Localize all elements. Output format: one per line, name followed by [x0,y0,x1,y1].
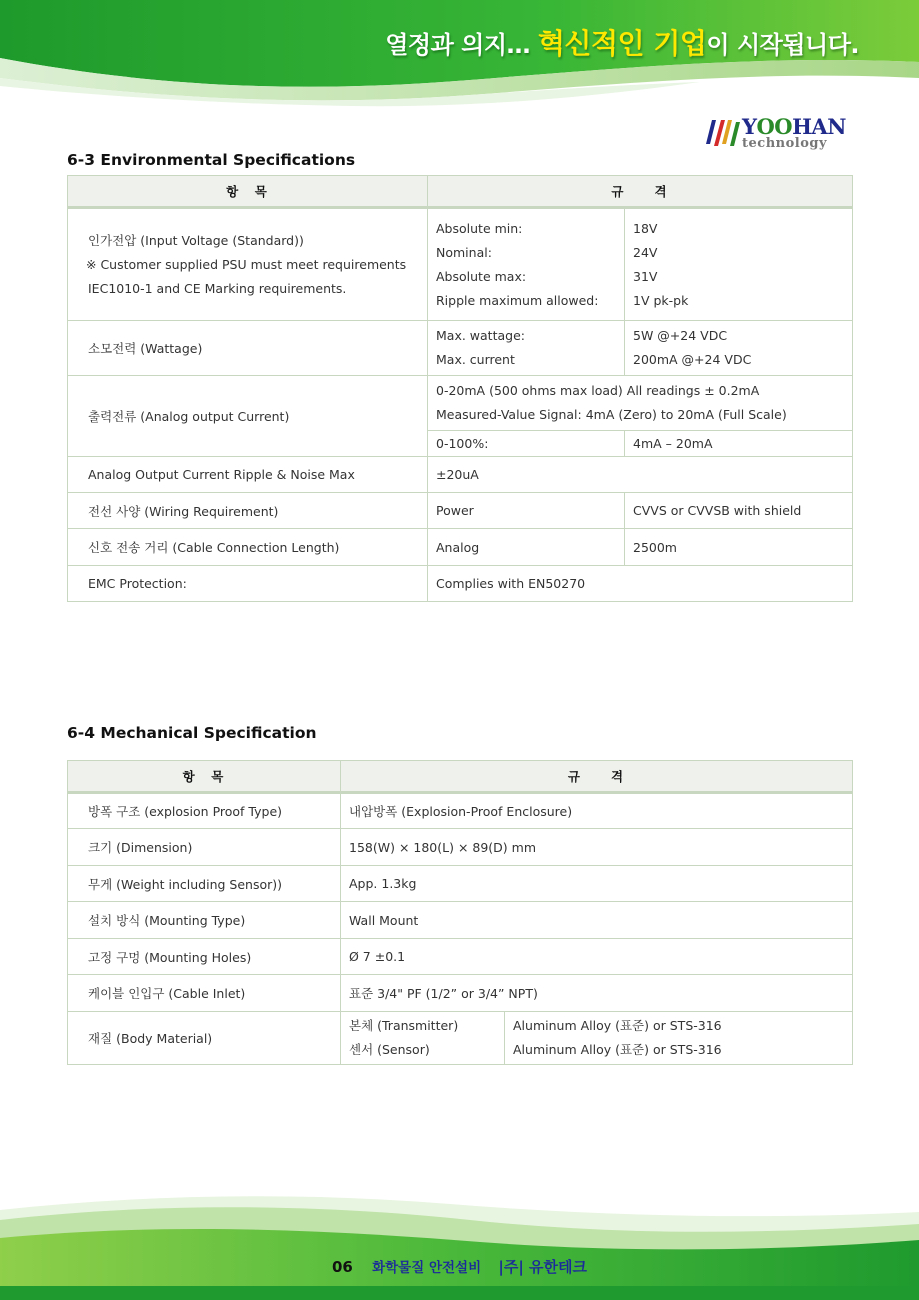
wattage-value: 200mA @+24 VDC [633,352,752,367]
mech-row-value: 내압방폭 (Explosion-Proof Enclosure) [341,793,853,829]
logo-word-oo: OO [756,114,793,139]
ripple-label: Analog Output Current Ripple & Noise Max [68,457,428,493]
logo-subtitle: technology [742,136,828,151]
footer-wave-graphic [0,1190,919,1300]
wattage-label: 소모전력 (Wattage) [68,321,428,376]
slogan-suffix: 이 시작됩니다. [706,31,859,59]
mech-row-label: 무게 (Weight including Sensor)) [68,866,341,902]
cable-length-label: 신호 전송 거리 (Cable Connection Length) [68,529,428,566]
env-row-cable-length [68,529,853,566]
emc-label: EMC Protection: [68,566,428,602]
env-row-wattage [68,321,853,376]
voltage-key: Nominal: [436,244,492,260]
mech-row [68,866,853,902]
wiring-label: 전선 사양 (Wiring Requirement) [68,493,428,529]
mech-section-title: 6-4 Mechanical Specification [67,724,317,742]
wiring-key: Power [428,493,625,529]
logo-word-b: HAN [792,114,846,139]
logo-word-a: Y [742,114,757,139]
slogan-emphasis: 혁신적인 기업 [537,27,707,60]
mech-row-label: 방폭 구조 (explosion Proof Type) [68,793,341,829]
slogan-prefix: 열정과 의지… [385,31,538,59]
wiring-value: CVVS or CVVSB with shield [625,493,853,529]
input-voltage-note-2: IEC1010-1 and CE Marking requirements. [88,280,347,296]
mech-row [68,975,853,1012]
mech-row-value: Ø 7 ±0.1 [341,939,853,975]
env-row-emc [68,566,853,602]
header-slogan [385,22,859,62]
company-logo [702,114,862,154]
mech-row [68,902,853,939]
footer-banner [0,1190,919,1300]
material-part: 본체 (Transmitter) [349,1018,459,1033]
analog-range-key: 0-100%: [428,431,625,457]
analog-output-desc [428,376,853,431]
analog-output-line-2: Measured-Value Signal: 4mA (Zero) to 20mA (Full Scale) [436,407,787,422]
mech-row-value: 표준 3/4" PF (1/2” or 3/4” NPT) [341,975,853,1012]
env-col-item: 항 목 [68,176,428,208]
wattage-keys [428,321,625,376]
voltage-key: Absolute max: [436,268,527,284]
page-number: 06 [331,1258,353,1276]
voltage-key: Ripple maximum allowed: [436,292,599,308]
input-voltage-values [625,208,853,321]
input-voltage-keys [428,208,625,321]
voltage-value: 24V [633,244,658,260]
mech-spec-table [67,760,853,1065]
footer-department: 화학물질 안전설비 [372,1260,482,1276]
ripple-value: ±20uA [428,457,853,493]
wattage-values [625,321,853,376]
mech-row [68,939,853,975]
input-voltage-label [68,208,428,321]
mech-col-spec: 규 격 [341,761,853,793]
header-banner [0,0,919,110]
material-part: 센서 (Sensor) [349,1042,430,1057]
wattage-key: Max. current [436,352,515,367]
mech-row [68,793,853,829]
wattage-key: Max. wattage: [436,328,525,343]
mech-col-item: 항 목 [68,761,341,793]
env-col-spec: 규 격 [428,176,853,208]
mech-row [68,829,853,866]
mech-row-value: App. 1.3kg [341,866,853,902]
cable-length-value: 2500m [625,529,853,566]
logo-stripes-icon [702,116,740,148]
env-header-row [68,176,853,208]
input-voltage-note-1: ※ Customer supplied PSU must meet requirements [86,256,407,272]
voltage-value: 18V [633,220,658,236]
env-section-title: 6-3 Environmental Specifications [67,151,356,169]
mech-row-label: 고정 구멍 (Mounting Holes) [68,939,341,975]
voltage-value: 1V pk-pk [633,292,689,308]
footer-company: |주| 유한테크 [498,1258,587,1276]
mech-row-value: 158(W) × 180(L) × 89(D) mm [341,829,853,866]
voltage-key: Absolute min: [436,220,523,236]
env-row-wiring [68,493,853,529]
mech-row-label: 설치 방식 (Mounting Type) [68,902,341,939]
input-voltage-title: 인가전압 (Input Voltage (Standard)) [88,232,304,248]
env-row-input-voltage [68,208,853,321]
env-spec-table [67,175,853,602]
mech-header-row [68,761,853,793]
material-label: 재질 (Body Material) [68,1012,341,1065]
mech-row-label: 케이블 인입구 (Cable Inlet) [68,975,341,1012]
env-row-ripple [68,457,853,493]
material-values [505,1012,853,1065]
analog-output-line-1: 0-20mA (500 ohms max load) All readings ± 0.2mA [436,383,760,398]
mech-row-material [68,1012,853,1065]
env-row-analog-output [68,376,853,431]
mech-row-value: Wall Mount [341,902,853,939]
cable-length-key: Analog [428,529,625,566]
footer-text [0,1256,919,1277]
emc-value: Complies with EN50270 [428,566,853,602]
material-value: Aluminum Alloy (표준) or STS-316 [513,1042,722,1057]
mech-row-label: 크기 (Dimension) [68,829,341,866]
material-parts [341,1012,505,1065]
wattage-value: 5W @+24 VDC [633,328,728,343]
analog-range-value: 4mA – 20mA [625,431,853,457]
material-value: Aluminum Alloy (표준) or STS-316 [513,1018,722,1033]
analog-output-label: 출력전류 (Analog output Current) [68,376,428,457]
voltage-value: 31V [633,268,658,284]
